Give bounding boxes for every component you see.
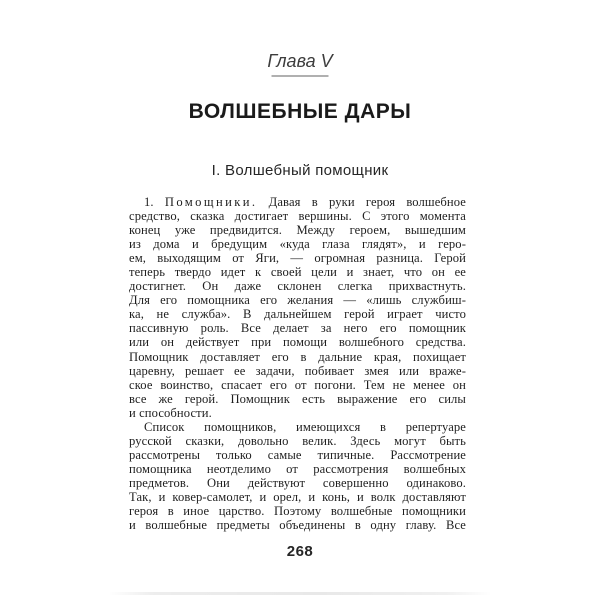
page-title: ВОЛШЕБНЫЕ ДАРЫ [188, 100, 412, 123]
text-segment: пассивную роль. Все делает за него его помощник [129, 321, 466, 336]
text-line [129, 335, 466, 349]
text-segment: Давая в руки героя волшебное [257, 195, 466, 209]
text-line [129, 251, 466, 265]
text-line [129, 392, 466, 406]
page-number: 268 [286, 543, 314, 560]
text-segment: ка, не служба». В дальнейшем герой играет чисто [129, 307, 466, 322]
text-segment: героя в иное царство. Поэтому волшебные помощники [129, 504, 466, 519]
section-heading: I. Волшебный помощник [211, 162, 389, 179]
text-segment: Список помощников, имеющихся в репертуаре [144, 419, 466, 434]
text-line [129, 420, 466, 434]
text-segment: или он действует при помощи волшебного средства. [129, 335, 466, 350]
text-segment: помощника неотделимо от рассмотрения волшебных [129, 461, 466, 476]
text-segment: средство, сказка достигает вершины. С этого момента [129, 209, 466, 224]
text-line [129, 321, 466, 335]
text-segment: ское воинство, спасает его от погони. Тем не менее он [129, 377, 466, 392]
text-segment: из дома и бредущим «куда глаза глядят», и геро- [129, 237, 466, 252]
text-line [129, 350, 466, 364]
text-segment: Так, и ковер-самолет, и орел, и конь, и волк доставляют [129, 489, 466, 504]
text-segment: теперь твердо идет к своей цели и знает, что он ее [129, 265, 466, 280]
text-line [129, 364, 466, 378]
text-segment: достигнет. Он даже склонен слегка прихвастнуть. [129, 279, 466, 294]
text-line [129, 195, 466, 209]
text-line [129, 279, 466, 293]
text-line [129, 265, 466, 279]
spaced-emphasis-text: Помощники. [164, 195, 258, 209]
text-segment: предметов. Они действуют совершенно одинаково. [129, 475, 466, 490]
text-line [129, 518, 466, 532]
page-bottom-edge-shadow [108, 592, 492, 595]
text-segment: русской сказки, довольно велик. Здесь могут быть [129, 433, 466, 448]
text-line [129, 504, 466, 518]
text-line [129, 307, 466, 321]
text-segment: Помощник доставляет его в дальние края, похищает [129, 349, 466, 364]
text-line [129, 293, 466, 307]
text-segment: царевну, решает ее задачи, побивает змея или враже- [129, 363, 466, 378]
text-segment: и волшебные предметы объединены в одну главу. Все [129, 518, 466, 533]
text-segment: ем, выходящим от Яги, — огромная разница. Герой [129, 251, 466, 266]
text-line [129, 237, 466, 251]
text-segment: и способности. [129, 405, 212, 420]
text-line [129, 209, 466, 223]
text-segment: конец уже предвидится. Между героем, вышедшим [129, 223, 466, 238]
text-line [129, 434, 466, 448]
chapter-underline-rule [272, 75, 329, 77]
text-line [129, 462, 466, 476]
text-segment: рассмотрены только самые типичные. Рассмотрение [129, 447, 466, 462]
text-segment: 1. [144, 195, 165, 209]
text-line [129, 448, 466, 462]
text-segment: все же герой. Помощник есть выражение его силы [129, 391, 466, 406]
text-line [129, 378, 466, 392]
text-segment: Для его помощника его желания — «лишь службиш- [129, 293, 466, 308]
text-line [129, 406, 466, 420]
text-line [129, 490, 466, 504]
text-line [129, 476, 466, 490]
text-line [129, 223, 466, 237]
chapter-label: Глава V [267, 51, 333, 71]
body-text [129, 195, 466, 532]
